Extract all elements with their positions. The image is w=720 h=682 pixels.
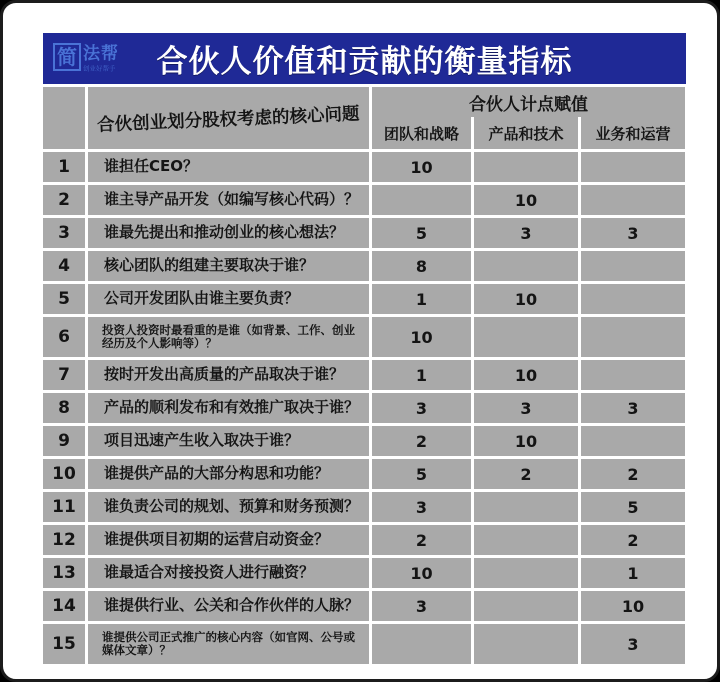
row-value: 1 bbox=[372, 284, 471, 314]
row-value bbox=[581, 426, 685, 456]
row-value: 3 bbox=[372, 591, 471, 621]
row-number: 8 bbox=[43, 393, 85, 423]
row-value: 10 bbox=[474, 426, 578, 456]
row-question: 谁提供产品的大部分构思和功能？ bbox=[88, 459, 369, 489]
row-value: 3 bbox=[581, 218, 685, 248]
row-value bbox=[474, 591, 578, 621]
row-value bbox=[581, 251, 685, 281]
row-value: 2 bbox=[372, 525, 471, 555]
row-question: 产品的顺利发布和有效推广取决于谁？ bbox=[88, 393, 369, 423]
row-value: 10 bbox=[372, 558, 471, 588]
row-value: 10 bbox=[474, 360, 578, 390]
row-value bbox=[372, 624, 471, 664]
row-value bbox=[372, 185, 471, 215]
table-row bbox=[43, 558, 686, 588]
table-row bbox=[43, 218, 686, 248]
row-value: 2 bbox=[372, 426, 471, 456]
row-question: 谁最先提出和推动创业的核心想法？ bbox=[88, 218, 369, 248]
table-row bbox=[43, 284, 686, 314]
points-header-label: 合伙人计点赋值 bbox=[469, 94, 588, 115]
question-header-label: 合伙创业划分股权考虑的核心问题 bbox=[97, 103, 361, 136]
row-value bbox=[581, 284, 685, 314]
row-number: 7 bbox=[43, 360, 85, 390]
row-value: 2 bbox=[581, 525, 685, 555]
table-row bbox=[43, 393, 686, 423]
row-value: 3 bbox=[474, 393, 578, 423]
row-question: 谁提供项目初期的运营启动资金？ bbox=[88, 525, 369, 555]
row-number: 2 bbox=[43, 185, 85, 215]
row-question: 核心团队的组建主要取决于谁？ bbox=[88, 251, 369, 281]
row-question: 公司开发团队由谁主要负责？ bbox=[88, 284, 369, 314]
row-number: 10 bbox=[43, 459, 85, 489]
row-value: 5 bbox=[372, 218, 471, 248]
row-question: 谁负责公司的规划、预算和财务预测？ bbox=[88, 492, 369, 522]
page-title: 合伙人价值和贡献的衡量指标 bbox=[156, 44, 573, 80]
points-header-cell bbox=[372, 87, 685, 149]
table-row bbox=[43, 624, 686, 664]
row-question: 项目迅速产生收入取决于谁？ bbox=[88, 426, 369, 456]
row-value bbox=[474, 492, 578, 522]
subheader-business-ops: 业务和运营 bbox=[578, 117, 685, 149]
table-row bbox=[43, 317, 686, 357]
table-row bbox=[43, 360, 686, 390]
table-row bbox=[43, 185, 686, 215]
logo-jian-mark: 简 bbox=[53, 43, 81, 71]
row-value bbox=[474, 317, 578, 357]
row-value: 10 bbox=[474, 284, 578, 314]
corner-cell bbox=[43, 87, 85, 149]
row-value bbox=[474, 558, 578, 588]
row-value bbox=[474, 152, 578, 182]
row-number: 13 bbox=[43, 558, 85, 588]
row-number: 3 bbox=[43, 218, 85, 248]
row-number: 4 bbox=[43, 251, 85, 281]
row-question: 谁最适合对接投资人进行融资？ bbox=[88, 558, 369, 588]
row-value bbox=[581, 360, 685, 390]
row-value: 10 bbox=[581, 591, 685, 621]
table-body bbox=[43, 152, 686, 664]
measure-table bbox=[43, 87, 686, 664]
table-row bbox=[43, 492, 686, 522]
subheader-team-strategy: 团队和战略 bbox=[383, 124, 459, 143]
row-value bbox=[581, 317, 685, 357]
row-value bbox=[581, 185, 685, 215]
row-number: 12 bbox=[43, 525, 85, 555]
row-value: 2 bbox=[581, 459, 685, 489]
row-number: 5 bbox=[43, 284, 85, 314]
row-value: 8 bbox=[372, 251, 471, 281]
row-value: 1 bbox=[581, 558, 685, 588]
jianfabang-logo bbox=[53, 39, 128, 79]
row-value: 3 bbox=[372, 492, 471, 522]
table-row bbox=[43, 251, 686, 281]
row-number: 6 bbox=[43, 317, 85, 357]
table-row bbox=[43, 591, 686, 621]
row-value: 10 bbox=[372, 317, 471, 357]
question-header-cell bbox=[88, 87, 369, 149]
row-number: 1 bbox=[43, 152, 85, 182]
row-value bbox=[474, 624, 578, 664]
row-value: 10 bbox=[372, 152, 471, 182]
table-row bbox=[43, 152, 686, 182]
row-question: 谁主导产品开发（如编写核心代码）？ bbox=[88, 185, 369, 215]
row-value: 2 bbox=[474, 459, 578, 489]
row-value: 5 bbox=[581, 492, 685, 522]
table-row bbox=[43, 426, 686, 456]
row-number: 9 bbox=[43, 426, 85, 456]
row-number: 14 bbox=[43, 591, 85, 621]
row-question: 谁担任CEO？ bbox=[88, 152, 369, 182]
row-value: 3 bbox=[581, 393, 685, 423]
row-number: 11 bbox=[43, 492, 85, 522]
row-value bbox=[474, 525, 578, 555]
row-value bbox=[474, 251, 578, 281]
points-subheader-row bbox=[372, 117, 685, 149]
row-value: 3 bbox=[581, 624, 685, 664]
table-row bbox=[43, 459, 686, 489]
table-header-row bbox=[43, 87, 686, 149]
row-question: 谁提供行业、公关和合作伙伴的人脉？ bbox=[88, 591, 369, 621]
row-question: 投资人投资时最看重的是谁（如背景、工作、创业经历及个人影响等）？ bbox=[88, 317, 369, 357]
row-value: 3 bbox=[372, 393, 471, 423]
row-value: 5 bbox=[372, 459, 471, 489]
row-value bbox=[581, 152, 685, 182]
row-question: 谁提供公司正式推广的核心内容（如官网、公号或媒体文章）？ bbox=[88, 624, 369, 664]
row-number: 15 bbox=[43, 624, 85, 664]
row-value: 10 bbox=[474, 185, 578, 215]
logo-tagline: 创业好帮手 bbox=[83, 64, 116, 73]
row-value: 3 bbox=[474, 218, 578, 248]
logo-fabang-text: 法帮 bbox=[83, 44, 119, 64]
subheader-product-tech: 产品和技术 bbox=[471, 117, 578, 149]
header-bar bbox=[43, 33, 686, 84]
row-question: 按时开发出高质量的产品取决于谁？ bbox=[88, 360, 369, 390]
row-value: 1 bbox=[372, 360, 471, 390]
table-row bbox=[43, 525, 686, 555]
